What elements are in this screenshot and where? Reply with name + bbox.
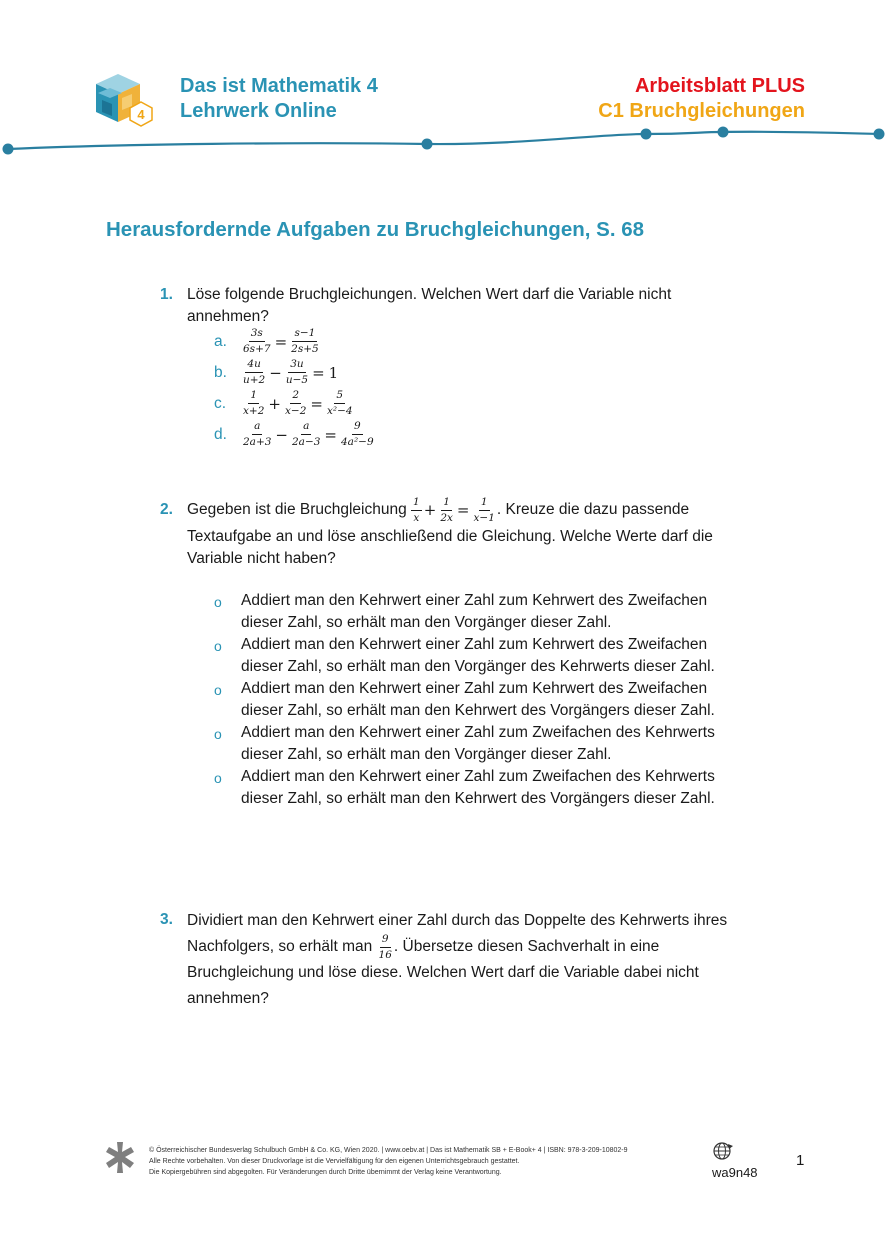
fraction xyxy=(411,496,422,525)
fraction-numerator: a xyxy=(301,420,311,435)
fraction-numerator: 1 xyxy=(479,496,490,511)
fraction-denominator: x²−4 xyxy=(326,405,353,417)
task2-number: 2. xyxy=(160,501,173,518)
fraction xyxy=(438,496,455,525)
task3-fraction xyxy=(377,933,394,962)
task3-text-line4: annehmen? xyxy=(187,990,269,1007)
fraction-denominator: 4a²−9 xyxy=(341,436,374,448)
equation-label: b. xyxy=(214,363,227,381)
fraction xyxy=(339,420,376,449)
math-operator: − xyxy=(269,363,282,382)
answer-option-line2: dieser Zahl, so erhält man den Vorgänger des Kehrwerts dieser Zahl. xyxy=(241,658,715,675)
task1-text-line2: annehmen? xyxy=(187,308,269,325)
sheet-topic: C1 Bruchgleichungen xyxy=(598,100,805,122)
fraction-denominator: x−2 xyxy=(284,405,307,417)
sheet-type: Arbeitsblatt PLUS xyxy=(634,75,805,97)
checkbox-circle-icon[interactable]: o xyxy=(214,770,222,786)
fraction-denominator: 6s+7 xyxy=(243,343,271,355)
math-operator: = xyxy=(324,425,337,444)
answer-option-text xyxy=(241,722,715,766)
fraction-numerator: a xyxy=(252,420,262,435)
answer-option-line1: Addiert man den Kehrwert einer Zahl zum Kehrwert des Zweifachen xyxy=(241,636,708,653)
math-operator: = xyxy=(456,501,470,519)
task1-equations xyxy=(214,326,376,450)
task3-text xyxy=(187,908,787,1012)
equation-label: a. xyxy=(214,332,227,350)
fraction xyxy=(241,358,267,387)
fraction xyxy=(472,496,497,525)
fraction-numerator: 9 xyxy=(352,420,363,435)
math-operator: + xyxy=(268,394,281,413)
answer-option-line2: dieser Zahl, so erhält man den Kehrwert des Vorgängers dieser Zahl. xyxy=(241,790,715,807)
fraction-denominator: 2x xyxy=(440,511,453,524)
fraction-numerator: 2 xyxy=(290,389,301,404)
checkbox-circle-icon[interactable]: o xyxy=(214,594,222,610)
task1-number: 1. xyxy=(160,286,173,303)
answer-option[interactable] xyxy=(214,722,774,766)
fraction xyxy=(283,389,308,418)
checkbox-circle-icon[interactable]: o xyxy=(214,726,222,742)
answer-option-line2: dieser Zahl, so erhält man den Vorgänger dieser Zahl. xyxy=(241,746,612,763)
fraction-denominator: 2a+3 xyxy=(243,436,272,448)
fraction-denominator: x xyxy=(413,511,420,524)
task2-text-line3: Variable nicht haben? xyxy=(187,550,336,567)
fraction xyxy=(289,327,321,356)
fraction-denominator: 2s+5 xyxy=(291,343,319,355)
math-number: 1 xyxy=(328,363,339,382)
task2-equation xyxy=(411,496,497,525)
math-operator: − xyxy=(275,425,288,444)
checkbox-circle-icon[interactable]: o xyxy=(214,682,222,698)
answer-option-line1: Addiert man den Kehrwert einer Zahl zum Zweifachen des Kehrwerts xyxy=(241,724,715,741)
fraction-denominator: x+2 xyxy=(243,405,265,417)
fraction-numerator: s−1 xyxy=(292,327,317,342)
answer-option-line2: dieser Zahl, so erhält man den Kehrwert des Vorgängers dieser Zahl. xyxy=(241,702,715,719)
task2-text-before: Gegeben ist die Bruchgleichung xyxy=(187,501,407,518)
fraction-numerator: 3u xyxy=(288,358,305,373)
fraction-numerator: 1 xyxy=(248,389,259,404)
fraction-denominator: 2a−3 xyxy=(292,436,321,448)
fraction-numerator: 4u xyxy=(245,358,262,373)
math-operator: = xyxy=(274,332,288,351)
equation-row xyxy=(214,388,376,419)
answer-option-text xyxy=(241,766,715,810)
task3-frac-den: 16 xyxy=(378,948,392,961)
fraction-denominator: u+2 xyxy=(243,374,266,386)
fraction xyxy=(241,420,273,449)
answer-option-line1: Addiert man den Kehrwert einer Zahl zum Kehrwert des Zweifachen xyxy=(241,592,708,609)
math-operator: + xyxy=(423,501,437,519)
answer-option-text xyxy=(241,590,707,634)
fraction-numerator: 5 xyxy=(334,389,345,404)
answer-option[interactable] xyxy=(214,766,774,810)
answer-option-line2: dieser Zahl, so erhält man den Vorgänger dieser Zahl. xyxy=(241,614,612,631)
fraction-denominator: x−1 xyxy=(473,511,495,524)
header-book-title xyxy=(180,74,378,124)
footer-line2: Alle Rechte vorbehalten. Von dieser Druckvorlage ist die Vervielfältigung für den eigenen Unterrichtsgebrauch gestattet. xyxy=(149,1158,520,1165)
task2-text-line2: Textaufgabe an und löse anschließend die Gleichung. Welche Werte darf die xyxy=(187,528,713,545)
equation-row xyxy=(214,419,376,450)
task3-number: 3. xyxy=(160,911,173,928)
task2-text xyxy=(187,494,787,570)
equation-row xyxy=(214,326,376,357)
task3-frac-num: 9 xyxy=(380,933,391,948)
answer-option-line1: Addiert man den Kehrwert einer Zahl zum Kehrwert des Zweifachen xyxy=(241,680,708,697)
footer-copyright xyxy=(149,1145,628,1178)
page-title: Herausfordernde Aufgaben zu Bruchgleichungen, S. 68 xyxy=(106,218,645,241)
answer-option[interactable] xyxy=(214,590,774,634)
equation-label: d. xyxy=(214,425,227,443)
equation-row xyxy=(214,357,376,388)
answer-option-line1: Addiert man den Kehrwert einer Zahl zum Zweifachen des Kehrwerts xyxy=(241,768,715,785)
task3-text-after: . Übersetze diesen Sachverhalt in eine xyxy=(393,938,660,955)
fraction-denominator: u−5 xyxy=(285,374,309,386)
answer-option[interactable] xyxy=(214,678,774,722)
page-number: 1 xyxy=(796,1152,805,1169)
fraction xyxy=(290,420,322,449)
fraction xyxy=(325,389,355,418)
answer-option[interactable] xyxy=(214,634,774,678)
book-title: Das ist Mathematik 4 xyxy=(180,75,378,97)
footer-line3: Die Kopiergebühren sind abgegolten. Für Veränderungen durch Dritte übernimmt der Verlag keine Verantwortung. xyxy=(149,1169,502,1176)
equation-label: c. xyxy=(214,394,227,412)
fraction-numerator: 1 xyxy=(411,496,422,511)
task1-text-line1: Löse folgende Bruchgleichungen. Welchen Wert darf die Variable nicht xyxy=(187,286,672,303)
math-operator: = xyxy=(312,363,325,382)
answer-option-text xyxy=(241,678,715,722)
task3-text-line1: Dividiert man den Kehrwert einer Zahl durch das Doppelte des Kehrwerts ihres xyxy=(187,912,728,929)
task3-text-before: Nachfolgers, so erhält man xyxy=(187,938,373,955)
task2-text-after: . Kreuze die dazu passende xyxy=(496,501,690,518)
answer-option-text xyxy=(241,634,715,678)
task2-options xyxy=(214,590,774,810)
book-subtitle: Lehrwerk Online xyxy=(180,100,337,122)
task1-text xyxy=(187,284,671,328)
globe-icon[interactable] xyxy=(713,1141,733,1161)
fraction-numerator: 3s xyxy=(249,327,265,342)
header-divider-line xyxy=(0,120,890,165)
fraction xyxy=(241,389,266,418)
fraction xyxy=(284,358,310,387)
publisher-logo-icon xyxy=(104,1141,136,1175)
online-code[interactable]: wa9n48 xyxy=(712,1165,758,1180)
fraction xyxy=(241,327,273,356)
header-sheet-info xyxy=(598,74,805,124)
checkbox-circle-icon[interactable]: o xyxy=(214,638,222,654)
fraction-numerator: 1 xyxy=(441,496,452,511)
logo-number: 4 xyxy=(137,107,145,122)
footer-line1: © Österreichischer Bundesverlag Schulbuch GmbH & Co. KG, Wien 2020. | www.oebv.at | Das ist Mathematik SB + E-Book+ 4 | ISBN: 978-3-209-10802-9 xyxy=(149,1147,628,1154)
math-operator: = xyxy=(310,394,323,413)
task3-text-line3: Bruchgleichung und löse diese. Welchen Wert darf die Variable dabei nicht xyxy=(187,964,699,981)
